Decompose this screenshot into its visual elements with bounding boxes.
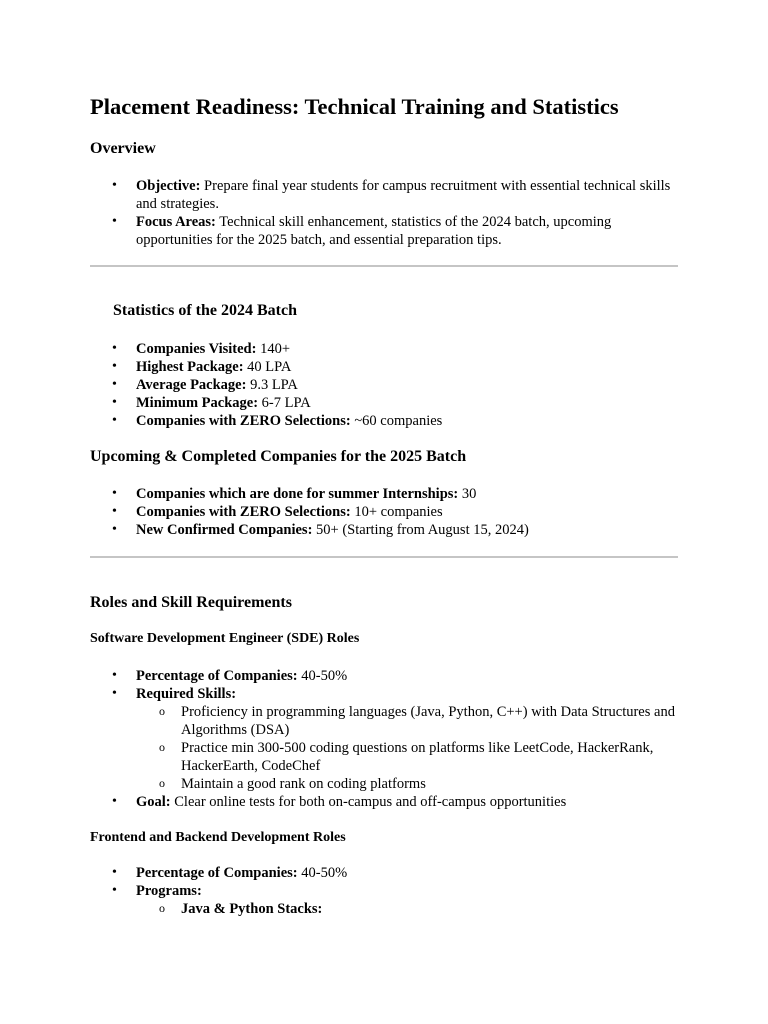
item-label: Focus Areas: <box>136 214 216 230</box>
list-item <box>136 177 681 213</box>
list-item <box>136 213 681 249</box>
sublist-item <box>181 900 681 918</box>
sde-list <box>136 667 681 811</box>
item-label: New Confirmed Companies: <box>136 522 313 538</box>
overview-heading: Overview <box>90 140 156 157</box>
item-text: 40-50% <box>301 668 348 684</box>
list-item <box>136 485 681 503</box>
list-item <box>136 503 681 521</box>
item-label: Companies with ZERO Selections: <box>136 504 351 520</box>
sublist-item: o Proficiency in programming languages (Java, Python, C++) with Data Structures and Algorithms (DSA) <box>181 703 681 739</box>
list-item <box>136 667 681 685</box>
programs-sublist <box>136 900 681 918</box>
item-text: Clear online tests for both on-campus and off-campus opportunities <box>174 794 567 810</box>
item-label: Percentage of Companies: <box>136 668 298 684</box>
sde-heading: Software Development Engineer (SDE) Roles <box>90 631 360 646</box>
item-label: Minimum Package: <box>136 395 259 411</box>
item-text: Prepare final year students for campus recruitment with essential technical skills and strategies. <box>136 178 671 212</box>
item-text: 10+ companies <box>354 504 443 520</box>
item-label: Objective: <box>136 178 201 194</box>
item-text: ~60 companies <box>354 413 443 429</box>
item-label: Companies Visited: <box>136 341 257 357</box>
document-title: Placement Readiness: Technical Training and Statistics <box>90 94 619 119</box>
item-label: Required Skills: <box>136 686 237 702</box>
item-text: 40-50% <box>301 865 348 881</box>
roles-heading: Roles and Skill Requirements <box>90 594 292 611</box>
sublist-item: o Maintain a good rank on coding platforms <box>181 775 681 793</box>
item-text: 6-7 LPA <box>261 395 311 411</box>
item-label: Highest Package: <box>136 359 244 375</box>
section-divider <box>90 556 678 558</box>
list-item <box>136 358 681 376</box>
fullstack-heading: Frontend and Backend Development Roles <box>90 830 346 845</box>
item-label: Companies which are done for summer Internships: <box>136 486 459 502</box>
item-text: 140+ <box>260 341 291 357</box>
list-item <box>136 340 681 358</box>
item-label: Companies with ZERO Selections: <box>136 413 351 429</box>
list-item <box>136 793 681 811</box>
list-item <box>136 864 681 882</box>
item-label: Programs: <box>136 883 202 899</box>
item-label: Percentage of Companies: <box>136 865 298 881</box>
item-label: Java & Python Stacks: <box>181 901 323 917</box>
item-label: Average Package: <box>136 377 247 393</box>
item-text: 40 LPA <box>247 359 292 375</box>
list-item <box>136 521 681 539</box>
list-item <box>136 394 681 412</box>
section-divider <box>90 265 678 267</box>
list-item <box>136 685 681 793</box>
list-item <box>136 376 681 394</box>
item-label: Goal: <box>136 794 171 810</box>
stats-2024-list <box>136 340 681 430</box>
companies-2025-heading: Upcoming & Completed Companies for the 2025 Batch <box>90 448 467 465</box>
skills-sublist <box>136 703 681 793</box>
companies-2025-list <box>136 485 681 539</box>
fullstack-list <box>136 864 681 918</box>
item-text: 9.3 LPA <box>250 377 298 393</box>
item-text: Technical skill enhancement, statistics of the 2024 batch, upcoming opportunities for the 2025 batch, and essential preparation tips. <box>136 214 612 248</box>
list-item <box>136 412 681 430</box>
sublist-item: o Practice min 300-500 coding questions on platforms like LeetCode, HackerRank, HackerEarth, CodeChef <box>181 739 681 775</box>
item-text: 30 <box>461 486 477 502</box>
stats-2024-heading: Statistics of the 2024 Batch <box>113 302 297 319</box>
overview-list <box>136 177 681 249</box>
list-item <box>136 882 681 918</box>
item-text: 50+ (Starting from August 15, 2024) <box>316 522 529 538</box>
